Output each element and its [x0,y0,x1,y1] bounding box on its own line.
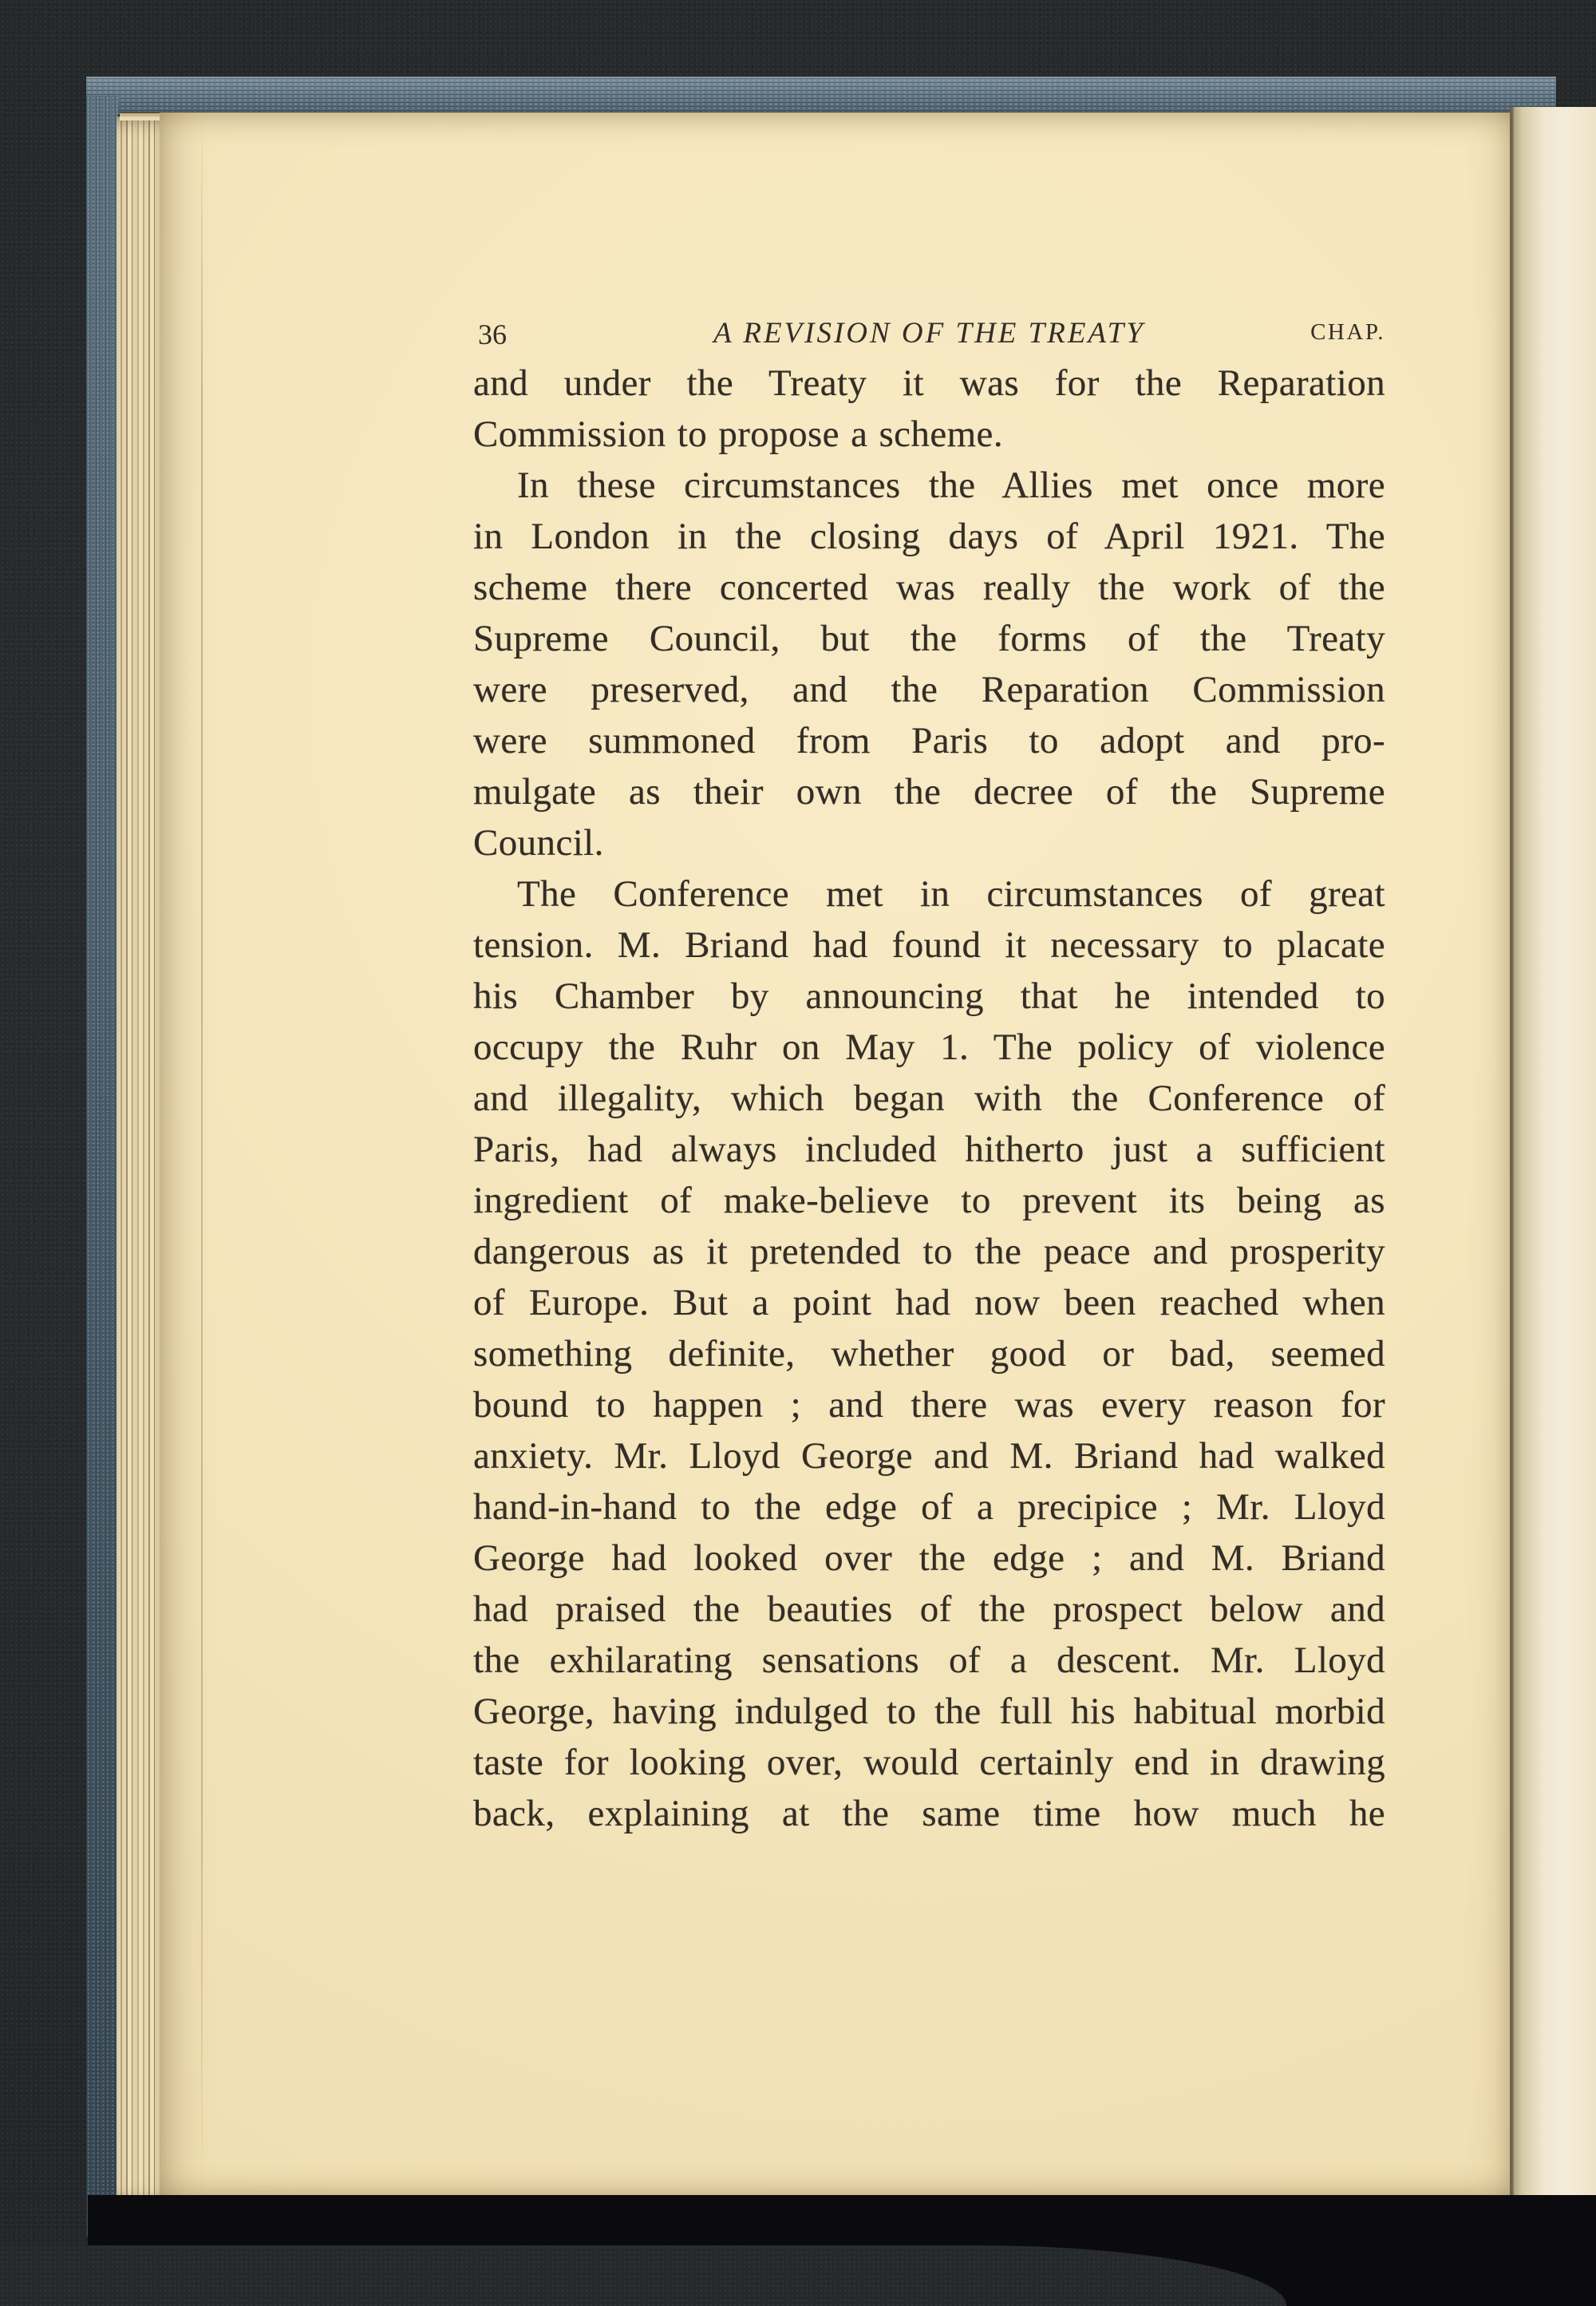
text-line: George had looked over the edge ; and M. Briand [473,1537,1385,1579]
page-gutter-crease [201,113,203,2197]
text-line: his Chamber by announcing that he intended to [473,975,1385,1017]
facing-page-edge [1510,107,1596,2197]
book-cover-left-edge [86,96,118,2237]
text-line: of Europe. But a point had now been reached when [473,1282,1385,1323]
text-line: Supreme Council, but the forms of the Treaty [473,618,1385,659]
text-line: were preserved, and the Reparation Commission [473,669,1385,710]
text-line: The Conference met in circumstances of great [517,873,1385,915]
text-line: in London in the closing days of April 1921. The [473,516,1385,557]
text-line: ingredient of make-believe to prevent its being as [473,1180,1385,1221]
page-number: 36 [478,318,507,350]
page-header [473,312,1385,350]
body-text [473,358,1385,1839]
book-cover-top-edge [86,77,1556,115]
table-surface [0,2245,1286,2306]
running-head: A REVISION OF THE TREATY [713,317,1145,350]
text-line: back, explaining at the same time how much he [473,1793,1385,1834]
text-line: had praised the beauties of the prospect below and [473,1588,1385,1630]
book-page [160,113,1510,2197]
text-line: Paris, had always included hitherto just a sufficient [473,1129,1385,1170]
text-line: In these circumstances the Allies met once more [517,465,1385,506]
text-line: occupy the Ruhr on May 1. The policy of violence [473,1026,1385,1068]
text-line: taste for looking over, would certainly end in drawing [473,1742,1385,1783]
text-line: George, having indulged to the full his habitual morbid [473,1691,1385,1732]
text-line: scheme there concerted was really the work of the [473,567,1385,608]
text-line: and illegality, which began with the Conference of [473,1078,1385,1119]
text-line: anxiety. Mr. Lloyd George and M. Briand had walked [473,1435,1385,1477]
text-line: Council. [473,822,604,864]
text-line: tension. M. Briand had found it necessary to placate [473,924,1385,966]
text-line: Commission to propose a scheme. [473,413,1003,455]
text-line: mulgate as their own the decree of the Supreme [473,771,1385,813]
page-stack-edges-left [117,117,163,2208]
text-line: bound to happen ; and there was every reason for [473,1384,1385,1426]
text-line: something definite, whether good or bad, seemed [473,1333,1385,1375]
text-line: hand-in-hand to the edge of a precipice ; Mr. Lloyd [473,1486,1385,1528]
text-line: were summoned from Paris to adopt and pro- [473,720,1385,761]
text-line: dangerous as it pretended to the peace and prosperity [473,1231,1385,1272]
text-line: the exhilarating sensations of a descent. Mr. Lloyd [473,1640,1385,1681]
text-line: and under the Treaty it was for the Reparation [473,362,1385,404]
chapter-label: CHAP. [1310,319,1385,345]
